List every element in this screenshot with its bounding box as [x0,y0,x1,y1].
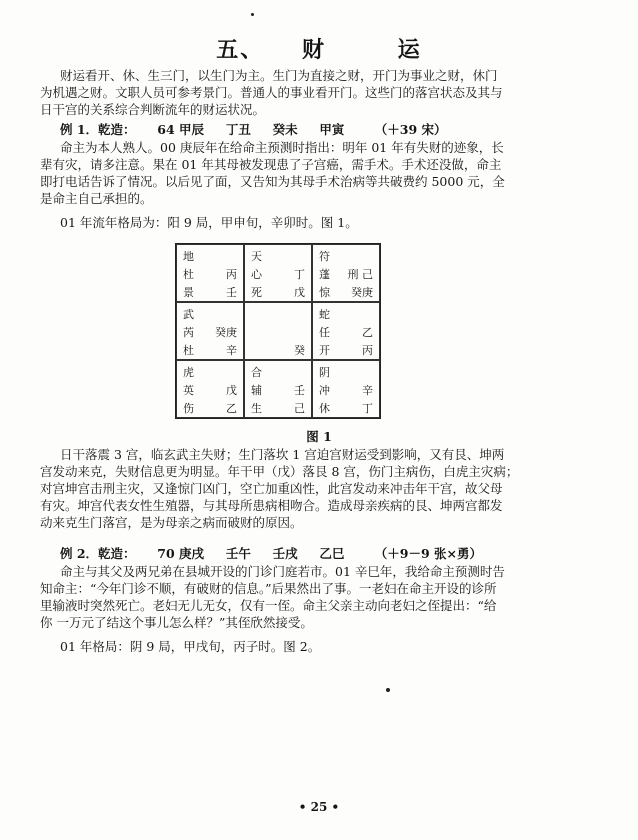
example-2-text-line: 你 一万元了结这个事儿怎么样？”其侄欣然接受。 [40,615,313,630]
title-part-2: 财 [301,37,326,63]
palace-text: 癸 [294,344,305,357]
palace-text: 心 [251,268,262,281]
example-2-text-line: 知命主：“今年门诊不顺，有破财的信息。”后果然出了事。一老妇在命主开设的诊所 [40,581,497,596]
palace-text: 生 [251,402,262,415]
palace-text: 休 [319,402,330,415]
palace-text: 开 [319,344,330,357]
title-part-3: 运 [397,37,422,63]
palace-text: 壬 [226,286,237,299]
palace-text: 辅 [251,384,262,397]
palace-text: 英 [183,384,194,397]
section-title [0,33,638,64]
analysis-line: 对宫坤宫击刑主灾，又逢惊门凶门，空亡加重凶性，此宫发动来冲击年干宫，故父母 [40,481,503,496]
palace-text: 天 [251,250,262,263]
example-2-text-line: 命主与其父及两兄弟在县城开设的门诊门庭若市。01 辛巳年，我给命主预测时告 [60,564,505,579]
palace-text: 虎 [183,366,194,379]
palace-text: 丙 [362,344,373,357]
palace-text: 戊 [294,286,305,299]
palace-text: 蛇 [319,308,330,321]
example-1-line: 例 1．乾造： 64 甲辰 丁丑 癸未 甲寅 （＋39 宋） [60,122,447,137]
palace-text: 刑 己 [347,268,373,281]
palace-text: 杜 [183,268,194,281]
palace-text: 芮 [183,326,194,339]
palace-cell [312,302,380,360]
palace-text: 杜 [183,344,194,357]
intro-line: 为机遇之财。文职人员可参考景门。普通人的事业看开门。这些门的落宫状态及其与 [40,85,503,100]
palace-text: 任 [319,326,330,339]
intro-line: 财运看开、休、生三门，以生门为主。生门为直接之财，开门为事业之财，休门 [60,68,498,83]
palace-text: 惊 [319,286,330,299]
pan-1-label [60,214,580,231]
intro-line: 日干宫的关系综合判断流年的财运状况。 [40,102,266,117]
palace-text: 阴 [319,366,330,379]
example-1-text-line: 辈有灾，请多注意。果在 01 年其母被发现患了子宫癌，需手术。手术还没做，命主 [40,157,502,172]
example-1-text [40,139,580,207]
figure-1-caption: 图 1 [306,429,332,444]
example-2-text-line: 里输液时突然死亡。老妇无儿无女，仅有一侄。命主父亲主动向老妇之侄提出：“给 [40,598,497,613]
scan-speck [386,688,390,692]
analysis-line: 动来克生门落宫，是为母亲之病而破财的原因。 [40,515,303,530]
palace-text: 死 [251,286,262,299]
pan-1-label-text: 01 年流年格局为：阳 9 局，甲申旬，辛卯时。图 1。 [60,215,358,230]
palace-text: 合 [251,366,262,379]
intro-paragraph [40,67,580,118]
analysis-line: 日干落震 3 宫，临玄武主失财；生门落坎 1 宫迫宫财运受到影响，又有艮、坤两 [60,447,505,462]
palace-text: 伤 [183,402,194,415]
analysis-paragraph [40,446,580,531]
palace-cell [244,360,312,418]
palace-text: 景 [183,286,194,299]
palace-text: 壬 [294,384,305,397]
example-1-header [60,121,580,138]
palace-text: 冲 [319,384,330,397]
palace-cell [312,244,380,302]
palace-cell [244,244,312,302]
palace-text: 辛 [226,344,237,357]
palace-text: 乙 [362,326,373,339]
qimen-chart-1 [175,243,381,419]
palace-text: 地 [183,250,194,263]
palace-text: 丁 [362,402,373,415]
palace-text: 乙 [226,402,237,415]
palace-cell [176,244,244,302]
palace-cell [176,360,244,418]
example-2-header [60,545,580,562]
example-2-line: 例 2．乾造： 70 庚戌 壬午 壬戌 乙巳 （＋9－9 张×勇） [60,546,483,561]
palace-cell [176,302,244,360]
title-part-1: 五、 [216,37,265,63]
palace-text: 癸庚 [351,286,373,299]
palace-text: 武 [183,308,194,321]
palace-text: 丁 [294,268,305,281]
palace-text: 癸庚 [215,326,237,339]
scan-speck [251,13,254,16]
analysis-line: 宫发动来克，失财信息更为明显。年干甲（戊）落艮 8 宫，伤门主病伤，白虎主灾病； [40,464,519,479]
example-1-text-line: 命主为本人熟人。00 庚辰年在给命主预测时指出：明年 01 年有失财的迹象，长 [60,140,504,155]
palace-cell [244,302,312,360]
palace-text: 符 [319,250,330,263]
palace-text: 辛 [362,384,373,397]
palace-text: 己 [294,402,305,415]
palace-text: 蓬 [319,268,330,281]
analysis-line: 有灾。坤宫代表女性生殖器，与其母所患病相吻合。造成母亲疾病的艮、坤两宫都发 [40,498,503,513]
pan-2-label-text: 01 年格局：阴 9 局，甲戌旬，丙子时。图 2。 [60,639,321,654]
palace-cell [312,360,380,418]
example-1-text-line: 即打电话告诉了情况。以后见了面，又告知为其母手术治病等共破费约 5000 元，全 [40,174,505,189]
page-number: • 25 • [298,800,340,814]
example-2-text [40,563,580,631]
pan-2-label [60,638,580,655]
palace-text: 戊 [226,384,237,397]
example-1-text-line: 是命主自己承担的。 [40,191,153,206]
palace-text: 丙 [226,268,237,281]
